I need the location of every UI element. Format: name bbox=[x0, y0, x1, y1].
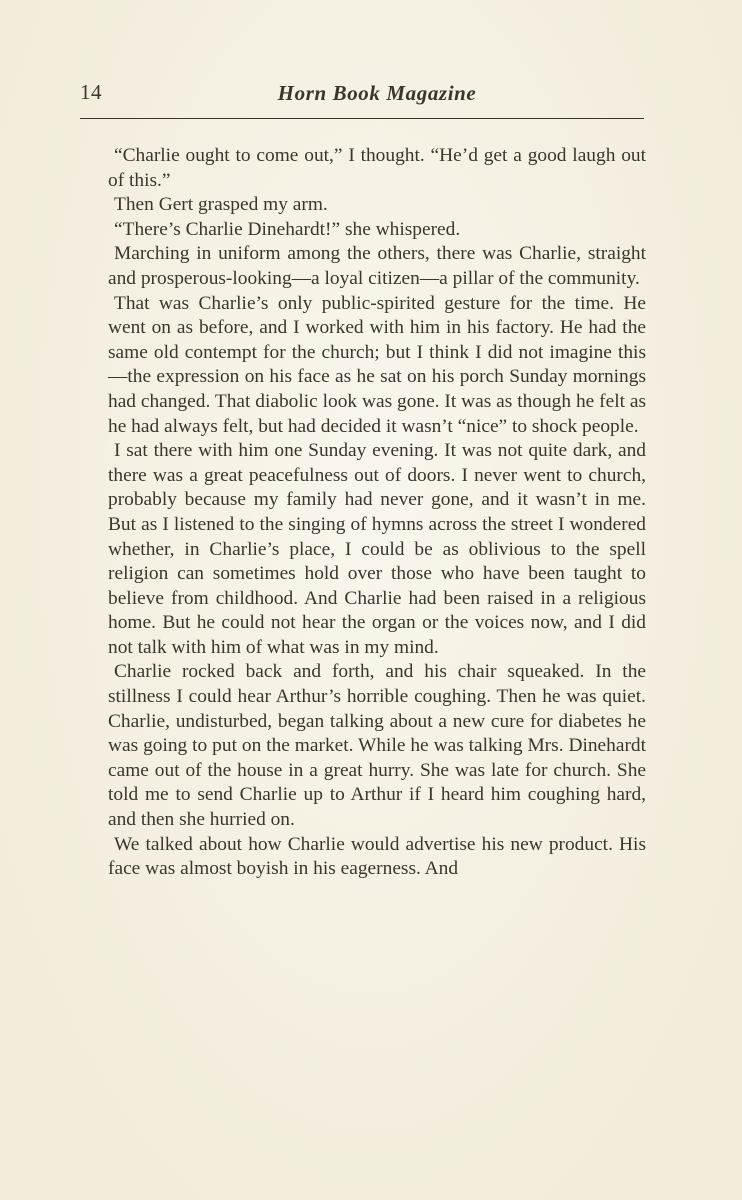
page-number: 14 bbox=[80, 80, 102, 104]
paragraph: Charlie rocked back and forth, and his chair squeaked. In the stillness I could hear Arthur’s horrible coughing. Then he was quiet. Charlie, undisturbed, began talking about a new cure for diabetes he was going to put on the market. While he was talking Mrs. Dinehardt came out of the house in a great hurry. She was late for church. She told me to send Charlie up to Arthur if I heard him coughing hard, and then she hurried on. bbox=[108, 661, 646, 831]
page-header bbox=[80, 76, 644, 116]
running-head: Horn Book Magazine bbox=[277, 81, 477, 105]
paragraph: “There’s Charlie Dinehardt!” she whispered. bbox=[114, 218, 461, 240]
paragraph: Then Gert grasped my arm. bbox=[114, 194, 328, 216]
paragraph: We talked about how Charlie would advertise his new product. His face was almost boyish in his eagerness. And bbox=[108, 833, 646, 880]
body-text bbox=[108, 144, 646, 882]
paragraph: That was Charlie’s only public-spirited gesture for the time. He went on as before, and I worked with him in his factory. He had the same old contempt for the church; but I think I did not imagine this—the expression on his face as he sat on his porch Sunday mornings had changed. That diabolic look was gone. It was as though he felt as he had always felt, but had decided it wasn’t “nice” to shock people. bbox=[108, 292, 646, 437]
paragraph: Marching in uniform among the others, there was Charlie, straight and prosperous-looking—a loyal citizen—a pillar of the community. bbox=[108, 243, 646, 289]
paragraph: I sat there with him one Sunday evening. It was not quite dark, and there was a great peacefulness out of doors. I never went to church, probably because my family had never gone, and it wasn’t in me. But as I listened to the singing of hymns across the street I wondered whether, in Charlie’s place, I could be as oblivious to the spell religion can sometimes hold over those who have been taught to believe from childhood. And Charlie had been raised in a religious home. But he could not hear the organ or the voices now, and I did not talk with him of what was in my mind. bbox=[108, 440, 646, 658]
paragraph: “Charlie ought to come out,” I thought. “He’d get a good laugh out of this.” bbox=[108, 145, 646, 191]
header-rule bbox=[80, 118, 644, 119]
